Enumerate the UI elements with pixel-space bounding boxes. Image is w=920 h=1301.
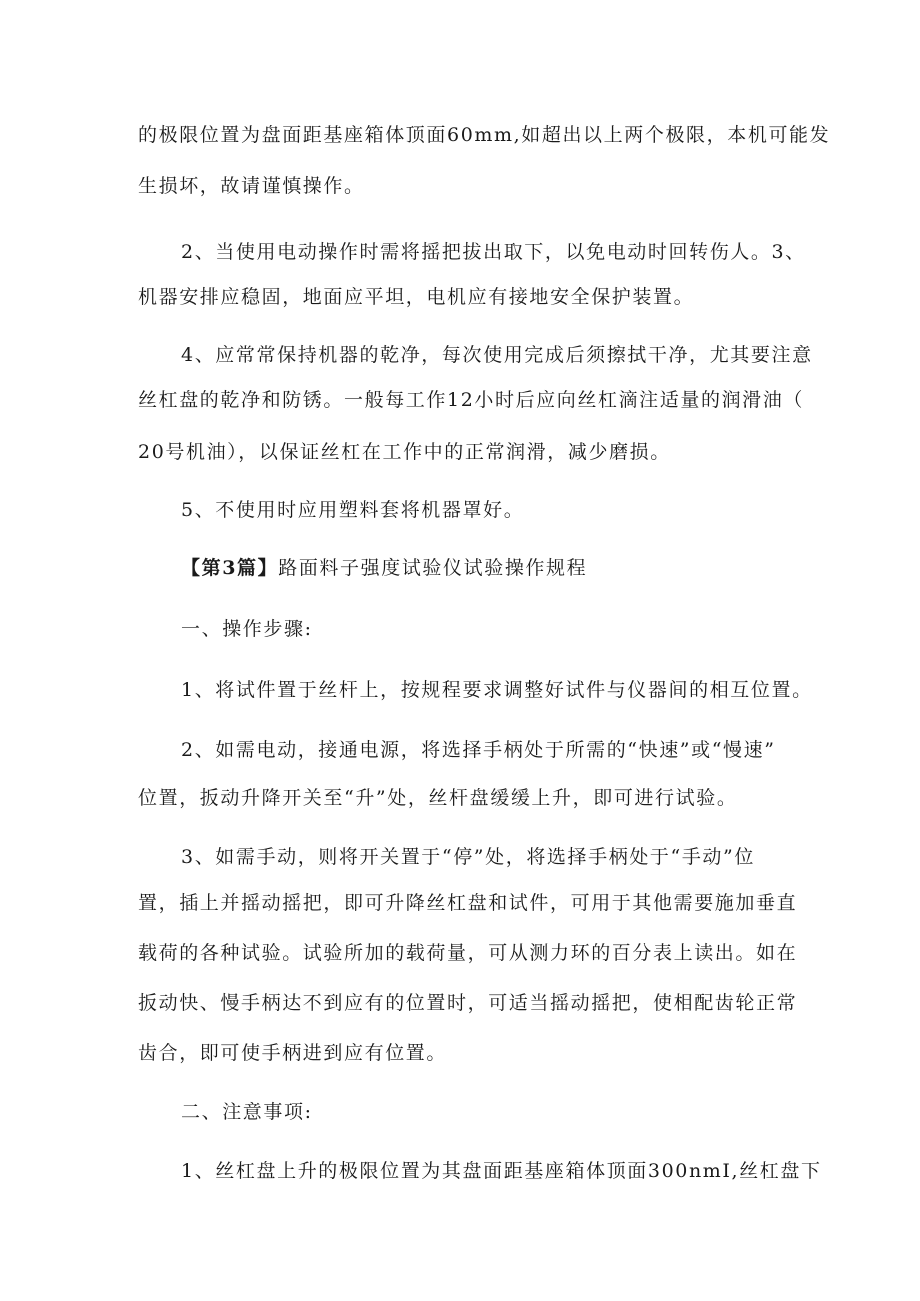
paragraph-line: 20号机油），以保证丝杠在工作中的正常润滑，减少磨损。 [138, 441, 671, 463]
paragraph-line: 扳动快、慢手柄达不到应有的位置时，可适当摇动摇把，使相配齿轮正常 [138, 992, 798, 1014]
subsection-heading: 一、操作步骤: [181, 618, 313, 640]
paragraph-line: 的极限位置为盘面距基座箱体顶面60mm,如超出以上两个极限，本机可能发 [138, 124, 831, 146]
heading-label: 【第3篇】 [181, 557, 279, 579]
paragraph-line: 齿合，即可使手柄进到应有位置。 [138, 1042, 448, 1064]
heading-title: 路面料子强度试验仪试验操作规程 [278, 557, 588, 579]
paragraph-line: 2、当使用电动操作时需将摇把拔出取下，以免电动时回转伤人。3、 [181, 241, 806, 263]
paragraph-line: 机器安排应稳固，地面应平坦，电机应有接地安全保护装置。 [138, 286, 695, 308]
paragraph-line: 3、如需手动，则将开关置于“停”处，将选择手柄处于“手动”位 [181, 846, 755, 868]
paragraph-line: 置，插上并摇动摇把，即可升降丝杠盘和试件，可用于其他需要施加垂直 [138, 892, 798, 914]
paragraph-line: 载荷的各种试验。试验所加的载荷量，可从测力环的百分表上读出。如在 [138, 942, 798, 964]
subsection-heading: 二、注意事项: [181, 1101, 313, 1123]
paragraph-line: 5、不使用时应用塑料套将机器罩好。 [181, 499, 525, 521]
paragraph-line: 4、应常常保持机器的乾净，每次使用完成后须擦拭干净，尤其要注意 [181, 344, 813, 366]
section-heading [181, 554, 587, 582]
paragraph-line: 生损坏，故请谨慎操作。 [138, 175, 365, 197]
paragraph-line: 1、将试件置于丝杆上，按规程要求调整好试件与仪器间的相互位置。 [181, 679, 813, 701]
paragraph-line: 位置，扳动升降开关至“升”处，丝杆盘缓缓上升，即可进行试验。 [138, 787, 738, 809]
paragraph-line: 丝杠盘的乾净和防锈。一般每工作12小时后应向丝杠滴注适量的润滑油（ [138, 389, 804, 411]
paragraph-line: 1、丝杠盘上升的极限位置为其盘面距基座箱体顶面300nmI,丝杠盘下 [181, 1160, 822, 1182]
paragraph-line: 2、如需电动，接通电源，将选择手柄处于所需的“快速”或“慢速” [181, 739, 776, 761]
